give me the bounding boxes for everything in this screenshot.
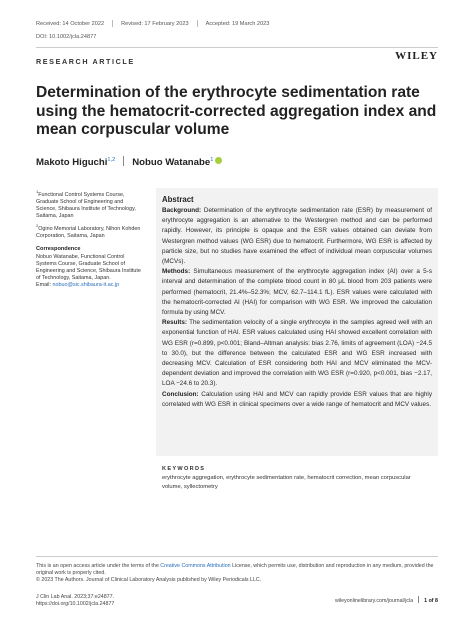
divider — [123, 156, 124, 166]
doi[interactable]: DOI: 10.1002/jcla.24877 — [36, 34, 97, 40]
affiliation — [36, 188, 144, 220]
abstract-heading: Abstract — [162, 195, 194, 204]
abstract-conclusion: Conclusion: Calculation using HAI and MCV can rapidly provide ESR values that are highly correlated with WG ESR in clinical specimens over a wide range of hematocrit and MCV values. — [162, 390, 432, 408]
section-label: RESEARCH ARTICLE — [36, 57, 135, 66]
divider — [112, 20, 113, 27]
journal-site[interactable]: wileyonlinelibrary.com/journal/jcla — [334, 598, 414, 604]
author-name[interactable]: Nobuo Watanabe — [132, 157, 211, 168]
email-label: Email: — [36, 282, 53, 289]
abstract-methods: Methods: Simultaneous measurement of the erythrocyte aggregation index (AI) over a 5-s interval and determination of the complete blood count in 80 μL blood from 203 patients were performed (hematocrit, 21.4%–52.3%; MCV, 62.7–114.1 fL). ESR values were calculated with the hematocrit-corrected AI (HAI) for comparison with WG ESR. We improved the calculation formula by using MCV. — [162, 268, 432, 317]
divider — [418, 596, 419, 603]
license-link[interactable]: Creative Commons Attribution — [160, 563, 231, 569]
correspondence-heading: Correspondence — [36, 246, 81, 252]
affiliation-text: Functional Control Systems Course, Graduate School of Engineering and Science, Shibaura Institute of Technology, Saitama, Japan — [36, 191, 136, 220]
page-number: 1 of 8 — [424, 598, 438, 604]
journal-citation: J Clin Lab Anal. 2023;37:e24877. — [36, 594, 115, 600]
article-title: Determination of the erythrocyte sedimentation rate using the hematocrit-corrected aggregation index and mean corpuscular volume — [36, 84, 437, 138]
keywords-heading: KEYWORDS — [162, 466, 206, 472]
page-footer — [335, 596, 438, 604]
email-link[interactable]: nobuo@sic.shibaura-it.ac.jp — [52, 282, 120, 289]
correspondence-address: Nobuo Watanabe, Functional Control Systems Course, Graduate School of Engineering and Science, Shibaura Institute of Technology, Saitama, Japan. — [36, 254, 141, 282]
accepted-date: Accepted: 19 March 2023 — [205, 20, 270, 27]
abstract-background: Background: Determination of the erythrocyte sedimentation rate (ESR) by measurement of erythrocyte aggregation is an alternative to the Westergren method and can be performed rapidly. However, its principle is opaque and the ESR values obtained can deviate from Westergren method values (WG ESR) due to hematocrit. Furthermore, WG ESR is affected by particle size, but no studies have examined the effect of individual mean corpuscular volumes (MCVs). — [162, 207, 432, 266]
license-footnote: This is an open access article under the terms of the Creative Commons Attribution License, which permits use, distribution and reproduction in any medium, provided the original work is properly cited. © 2023 The Authors. Journal of Clinical Laboratory Analysis published by Wiley Periodicals LLC. — [36, 563, 434, 584]
citation-footer — [36, 594, 114, 608]
author-list — [36, 156, 222, 168]
divider — [197, 20, 198, 27]
affiliation-number: 2 — [36, 223, 39, 228]
keywords-list: erythrocyte aggregation, erythrocyte sedimentation rate, hematocrit correction, mean corpuscular volume, syllectometry — [162, 475, 411, 490]
header-rule — [36, 47, 438, 48]
author-affiliation-ref: 1 — [210, 156, 214, 163]
article-dates — [36, 20, 269, 27]
author-affiliation-ref: 1,2 — [107, 156, 116, 163]
copyright: © 2023 The Authors. Journal of Clinical Laboratory Analysis published by Wiley Periodicals LLC. — [36, 577, 262, 584]
abstract-results: Results: The sedimentation velocity of a single erythrocyte in the samples agreed well with an exponential function of HAI. ESR values calculated using HAI showed excellent correlation with WG ESR (r=0.899, p<0.001; Bland–Altman analysis: bias 2.76, limits of agreement (LOA) −24.5 to 30.0), but the difference between the calculated ESR and WG ESR increased with decreasing MCV. Calculation of ESR considering both HAI and MCV eliminated the MCV-dependent deviation and improved the correlation with WG ESR (r=0.920, p<0.001, bias −2.17, LOA −24.6 to 20.3). — [162, 319, 432, 388]
affiliation-text: Ogino Memorial Laboratory, Nihon Kohden Corporation, Saitama, Japan — [36, 225, 141, 239]
publisher-logo: WILEY — [395, 50, 438, 62]
revised-date: Revised: 17 February 2023 — [121, 20, 189, 27]
affiliation-number: 1 — [36, 189, 39, 194]
footnote-rule — [36, 556, 438, 557]
orcid-icon[interactable] — [215, 157, 222, 164]
received-date: Received: 14 October 2022 — [36, 20, 105, 27]
author-name[interactable]: Makoto Higuchi — [36, 157, 108, 168]
abstract-body — [162, 206, 432, 410]
affiliation — [36, 222, 144, 240]
doi-url[interactable]: https://doi.org/10.1002/jcla.24877 — [36, 601, 115, 608]
correspondence-text — [36, 254, 146, 289]
